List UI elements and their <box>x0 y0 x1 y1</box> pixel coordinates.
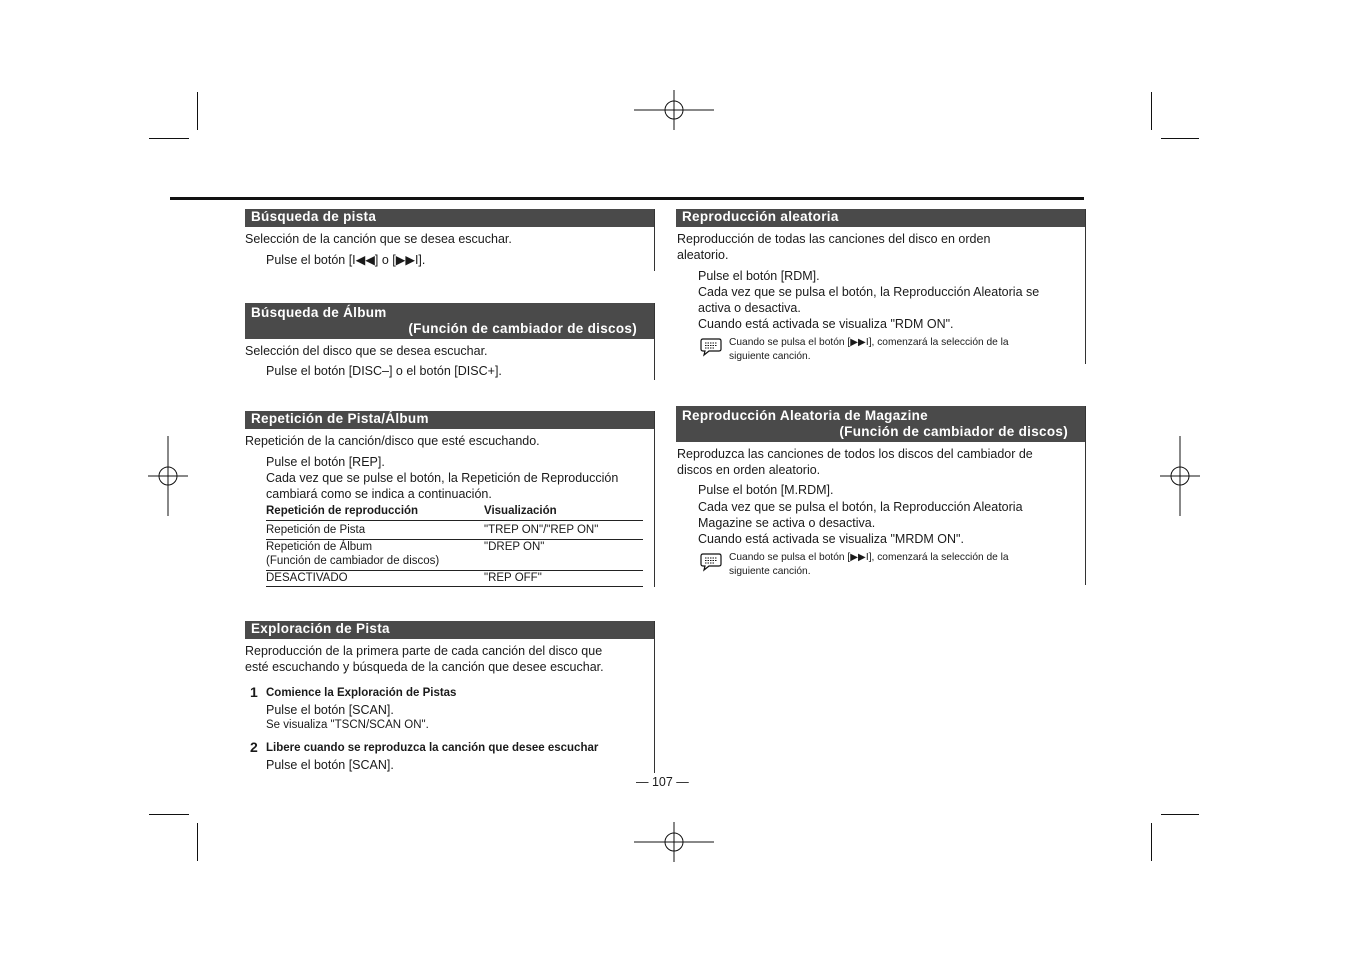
action-instruction: Pulse el botón [I◀◀] o [▶▶I]. <box>266 253 426 267</box>
section-description: discos en orden aleatorio. <box>677 463 821 477</box>
note-text: siguiente canción. <box>729 351 811 362</box>
crop-mark <box>197 92 198 130</box>
section-border <box>1085 406 1086 585</box>
crop-mark <box>197 823 198 861</box>
page-number: — 107 — <box>636 775 689 789</box>
section-border <box>654 411 655 587</box>
section-header-album-search <box>245 303 655 339</box>
action-instruction: Pulse el botón [RDM]. <box>698 269 820 283</box>
detail-text: Cada vez que se pulse el botón, la Repetición de Reproducción <box>266 471 619 485</box>
section-description: Reproducción de la primera parte de cada canción del disco que <box>245 644 603 658</box>
crop-mark <box>1151 823 1152 861</box>
note-icon <box>700 552 722 572</box>
note-text: siguiente canción. <box>729 566 811 577</box>
table-cell: "REP OFF" <box>484 572 542 584</box>
section-header-scan <box>245 621 655 639</box>
section-description: Selección de la canción que se desea escuchar. <box>245 232 512 246</box>
detail-text: Cuando está activada se visualiza "MRDM ON". <box>698 532 964 546</box>
section-description: Reproducción de todas las canciones del disco en orden <box>677 232 991 246</box>
action-instruction: Pulse el botón [SCAN]. <box>266 758 394 772</box>
crop-mark <box>149 138 189 139</box>
table-cell: "TREP ON"/"REP ON" <box>484 524 599 536</box>
detail-text: Magazine se activa o desactiva. <box>698 516 876 530</box>
crop-mark <box>1161 138 1199 139</box>
section-subtitle: (Función de cambiador de discos) <box>408 321 637 336</box>
section-title: Búsqueda de pista <box>251 209 377 224</box>
action-instruction: Pulse el botón [SCAN]. <box>266 703 394 717</box>
action-instruction: Pulse el botón [DISC–] o el botón [DISC+]. <box>266 364 502 378</box>
section-header-magazine-random <box>676 406 1086 442</box>
table-cell: Repetición de Álbum <box>266 541 373 553</box>
section-header-random <box>676 209 1086 227</box>
step-title: Comience la Exploración de Pistas <box>266 687 457 699</box>
registration-mark-icon <box>634 90 714 130</box>
registration-mark-icon <box>148 436 188 516</box>
table-cell: "DREP ON" <box>484 541 545 553</box>
section-border <box>654 621 655 773</box>
crop-mark <box>149 814 189 815</box>
section-title: Repetición de Pista/Álbum <box>251 411 429 426</box>
action-instruction: Pulse el botón [M.RDM]. <box>698 483 834 497</box>
detail-text: cambiará como se indica a continuación. <box>266 487 492 501</box>
table-header-display: Visualización <box>484 505 557 517</box>
section-title: Reproducción Aleatoria de Magazine <box>682 408 928 423</box>
step-number: 1 <box>250 684 258 700</box>
table-cell: DESACTIVADO <box>266 572 348 584</box>
table-header-mode: Repetición de reproducción <box>266 505 419 517</box>
section-description: Selección del disco que se desea escuchar. <box>245 344 488 358</box>
section-title: Búsqueda de Álbum <box>251 305 387 320</box>
top-rule <box>170 197 1084 200</box>
section-title: Reproducción aleatoria <box>682 209 839 224</box>
section-border <box>654 209 655 271</box>
section-description: esté escuchando y búsqueda de la canción que desee escuchar. <box>245 660 604 674</box>
table-rule <box>266 520 643 521</box>
section-description: Repetición de la canción/disco que esté escuchando. <box>245 434 540 448</box>
registration-mark-icon <box>634 822 714 862</box>
section-header-repeat <box>245 411 655 429</box>
detail-text: Cada vez que se pulsa el botón, la Reproducción Aleatoria se <box>698 285 1040 299</box>
note-icon <box>700 337 722 357</box>
section-header-track-search <box>245 209 655 227</box>
step-note: Se visualiza "TSCN/SCAN ON". <box>266 719 429 731</box>
section-subtitle: (Función de cambiador de discos) <box>839 424 1068 439</box>
section-description: aleatorio. <box>677 248 729 262</box>
detail-text: Cuando está activada se visualiza "RDM ON". <box>698 317 954 331</box>
registration-mark-icon <box>1160 436 1200 516</box>
section-description: Reproduzca las canciones de todos los discos del cambiador de <box>677 447 1033 461</box>
step-number: 2 <box>250 739 258 755</box>
note-text: Cuando se pulsa el botón [▶▶I], comenzará la selección de la <box>729 337 1009 348</box>
crop-mark <box>1151 92 1152 130</box>
note-text: Cuando se pulsa el botón [▶▶I], comenzará la selección de la <box>729 552 1009 563</box>
section-border <box>654 303 655 380</box>
detail-text: activa o desactiva. <box>698 301 801 315</box>
table-rule <box>266 586 643 587</box>
section-border <box>1085 209 1086 364</box>
step-title: Libere cuando se reproduzca la canción que desee escuchar <box>266 742 599 754</box>
section-title: Exploración de Pista <box>251 621 390 636</box>
crop-mark <box>1161 814 1199 815</box>
detail-text: Cada vez que se pulsa el botón, la Reproducción Aleatoria <box>698 500 1023 514</box>
table-cell: (Función de cambiador de discos) <box>266 555 440 567</box>
action-instruction: Pulse el botón [REP]. <box>266 455 385 469</box>
table-cell: Repetición de Pista <box>266 524 366 536</box>
